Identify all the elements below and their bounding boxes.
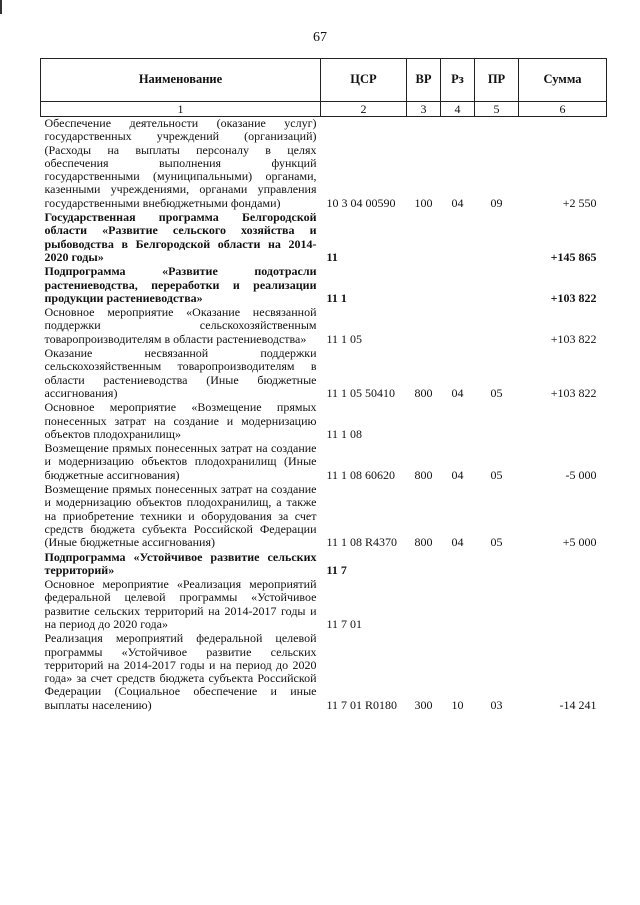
row-sum: -14 241 <box>559 697 597 712</box>
row-sum: +103 822 <box>550 331 597 346</box>
row-pr <box>475 306 519 347</box>
row-rz <box>441 578 475 632</box>
row-name: Основное мероприятие «Возмещение прямых понесенных затрат на создание и модернизацию объектов плодохранилищ» <box>44 400 317 441</box>
row-sum: +103 822 <box>550 385 597 400</box>
table-body <box>41 117 607 714</box>
row-rz <box>441 211 475 265</box>
row-csr: 11 1 08 60620 <box>326 467 396 482</box>
header-csr: ЦСР <box>321 59 407 102</box>
row-name: Оказание несвязанной поддержки сельскохозяйственным товаропроизводителям в области растениеводства (Иные бюджетные ассигнования) <box>44 346 317 400</box>
row-name: Основное мероприятие «Реализация мероприятий федеральной целевой программы «Устойчивое развитие сельских территорий на 2014-2017 годы и на период до 2020 года» <box>44 577 317 631</box>
row-vr <box>407 578 441 632</box>
row-sum: +103 822 <box>550 290 597 305</box>
row-vr <box>407 306 441 347</box>
budget-table <box>40 58 607 713</box>
table-row <box>41 578 607 632</box>
row-rz <box>441 551 475 579</box>
row-vr: 800 <box>414 385 433 400</box>
row-pr: 05 <box>490 535 503 550</box>
row-name: Реализация мероприятий федеральной целевой программы «Устойчивое развитие сельских территорий на 2014-2017 годы и на период до 2020 года» за счет средств бюджета субъекта Российской Федерации (Социальное обеспечение и иные выплаты населению) <box>44 631 317 712</box>
header-pr: ПР <box>475 59 519 102</box>
row-vr <box>407 551 441 579</box>
row-vr: 800 <box>414 535 433 550</box>
row-vr <box>407 265 441 306</box>
row-rz <box>441 306 475 347</box>
row-rz <box>441 401 475 442</box>
row-pr <box>475 265 519 306</box>
header-vr: ВР <box>407 59 441 102</box>
table-row <box>41 211 607 265</box>
row-name: Государственная программа Белгородской области «Развитие сельского хозяйства и рыбоводства в Белгородской области на 2014-2020 годы» <box>44 210 317 264</box>
row-rz: 10 <box>451 697 464 712</box>
table-row <box>41 265 607 306</box>
row-vr <box>407 401 441 442</box>
row-vr: 800 <box>414 467 433 482</box>
table-row <box>41 632 607 713</box>
row-name: Возмещение прямых понесенных затрат на создание и модернизацию объектов плодохранилищ, а также на приобретение техники и оборудования за счет средств бюджета субъекта Российской Федерации (Иные бюджетные ассигнования) <box>44 482 317 550</box>
column-number: 6 <box>519 102 607 117</box>
row-sum: +145 865 <box>550 249 597 264</box>
row-csr: 11 1 05 <box>326 331 363 346</box>
row-name: Подпрограмма «Устойчивое развитие сельских территорий» <box>44 549 317 577</box>
row-name: Возмещение прямых понесенных затрат на создание и модернизацию объектов плодохранилищ (Иные бюджетные ассигнования) <box>44 441 317 482</box>
column-number: 5 <box>475 102 519 117</box>
row-vr: 300 <box>414 697 433 712</box>
row-csr: 10 3 04 00590 <box>326 195 396 210</box>
margin-mark <box>0 0 2 14</box>
row-csr: 11 1 08 <box>326 426 363 441</box>
column-number: 4 <box>441 102 475 117</box>
row-pr <box>475 211 519 265</box>
row-pr: 03 <box>490 697 503 712</box>
column-number: 1 <box>41 102 321 117</box>
row-sum: +5 000 <box>562 535 597 550</box>
column-number: 2 <box>321 102 407 117</box>
row-pr: 09 <box>490 195 503 210</box>
row-sum <box>519 551 607 579</box>
header-rz: Рз <box>441 59 475 102</box>
row-name: Основное мероприятие «Оказание несвязанной поддержки сельскохозяйственным товаропроизводителям в области растениеводства» <box>44 305 317 346</box>
table-header <box>41 59 607 117</box>
table-row <box>41 551 607 579</box>
row-pr <box>475 578 519 632</box>
header-name: Наименование <box>41 59 321 102</box>
row-name: Обеспечение деятельности (оказание услуг) государственных учреждений (организаций) (Расходы на выплаты персоналу в целях обеспечения выполнения функций государственными (муниципальными) органами, казенными учреждениями, органами управления государственными внебюджетными фондами) <box>44 116 317 210</box>
row-rz: 04 <box>451 467 464 482</box>
table-row <box>41 347 607 401</box>
table-row <box>41 117 607 212</box>
table-row <box>41 401 607 442</box>
row-pr: 05 <box>490 467 503 482</box>
row-csr: 11 1 <box>326 290 347 305</box>
row-csr: 11 1 08 R4370 <box>326 535 398 550</box>
row-csr: 11 7 01 <box>326 616 363 631</box>
row-csr: 11 1 05 50410 <box>326 385 396 400</box>
row-sum <box>519 401 607 442</box>
row-sum <box>519 578 607 632</box>
header-sum: Сумма <box>519 59 607 102</box>
row-sum: +2 550 <box>562 195 597 210</box>
table-row <box>41 442 607 483</box>
row-csr: 11 <box>326 249 338 264</box>
row-pr <box>475 551 519 579</box>
row-csr: 11 7 01 R0180 <box>326 697 398 712</box>
row-vr <box>407 211 441 265</box>
row-rz <box>441 265 475 306</box>
table-row <box>41 306 607 347</box>
row-sum: -5 000 <box>565 467 597 482</box>
row-rz: 04 <box>451 385 464 400</box>
row-rz: 04 <box>451 195 464 210</box>
row-name: Подпрограмма «Развитие подотрасли растениеводства, переработки и реализации продукции растениеводства» <box>44 264 317 305</box>
row-rz: 04 <box>451 535 464 550</box>
table-row <box>41 483 607 550</box>
row-vr: 100 <box>414 195 433 210</box>
row-csr: 11 7 <box>326 562 347 577</box>
row-pr: 05 <box>490 385 503 400</box>
page-number: 67 <box>313 30 327 45</box>
column-number: 3 <box>407 102 441 117</box>
row-pr <box>475 401 519 442</box>
